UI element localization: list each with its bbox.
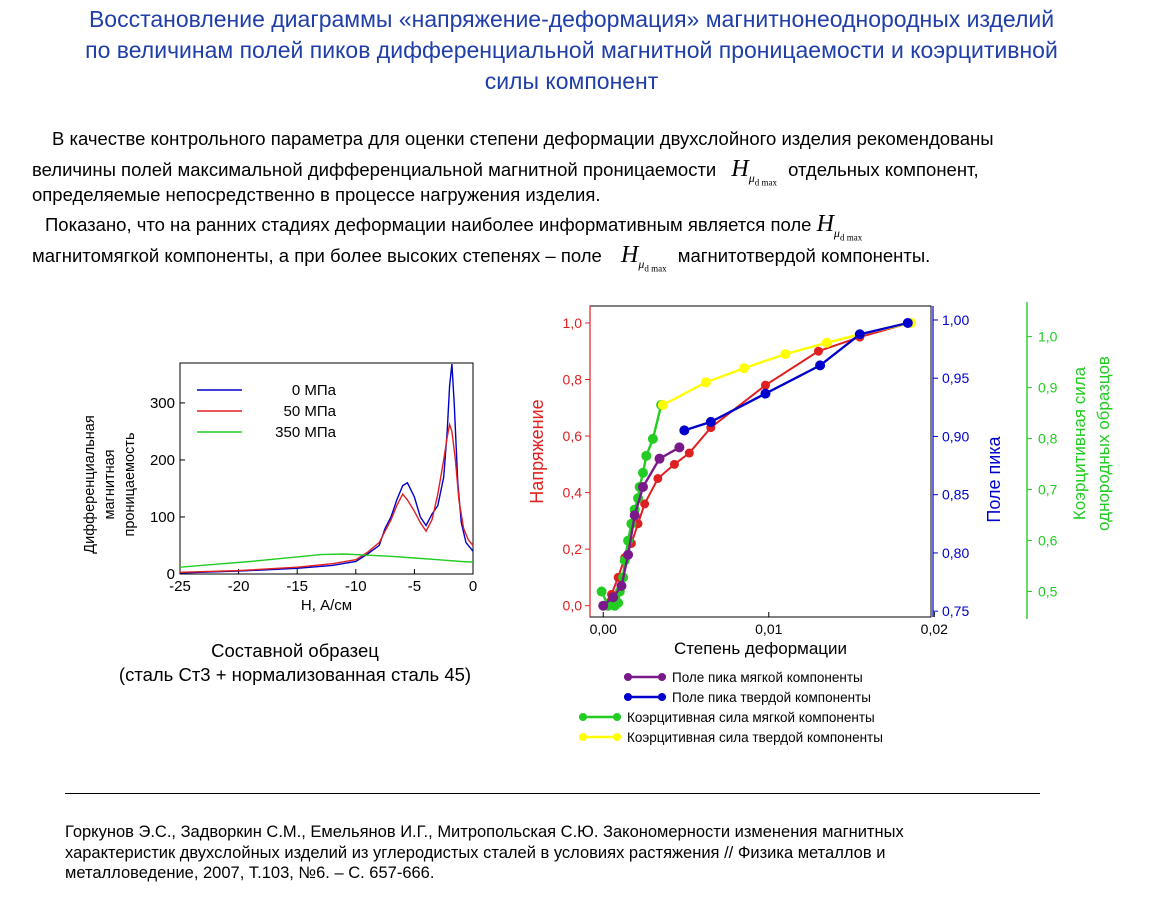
legend-swatch [577,711,623,723]
divider-line [65,793,1040,794]
legend-item [577,667,883,687]
stress-axis-tick-label: 0,0 [562,597,582,614]
series-point [623,550,633,560]
y-tick-label: 100 [149,508,175,526]
paragraph-1-text: величины полей максимальной дифференциальной магнитной проницаемости [32,159,717,180]
peak-field-axis-tick-label: 0,85 [942,486,970,503]
legend-item [577,687,883,707]
formula-h-mu-d-max: $H_{\mu_{d max}}$ [620,242,667,274]
legend-swatch-point [579,733,587,741]
series-point [822,338,832,348]
series-point [598,601,608,611]
paragraph-1-line-3: определяемые непосредственно в процессе нагружения изделия. [32,184,601,205]
stress-curve-point [685,449,694,458]
peak-field-axis-tick-label: 0,75 [942,603,970,620]
series-point [780,349,790,359]
coercive-axis-label-line: однородных образцов [1094,356,1113,531]
figure-caption-line-2: (сталь Ст3 + нормализованная сталь 45) [118,664,472,685]
chart-legend [197,382,337,441]
coercive-axis-tick-label: 0,5 [1038,583,1058,600]
y-tick-label: 300 [149,394,175,412]
stress-axis-tick-label: 0,2 [562,541,582,558]
legend-item [577,707,883,727]
coercive-axis-tick-label: 0,9 [1038,379,1058,396]
slide-title [10,4,1133,97]
x-tick-label: 0,00 [589,621,617,637]
stress-curve-point [670,460,679,469]
stress-axis-tick-label: 0,8 [562,371,582,388]
series-point [739,363,749,373]
reference-line: Горкунов Э.С., Задворкин С.М., Емельянов И.Г., Митропольская С.Ю. Закономерности изменения магнитных [65,823,904,841]
formula-h-mu-d-max: $H_{\mu_{d max}}$ [816,211,863,243]
series-point [674,442,684,452]
coercive-axis-label-line: Коэрцитивная сила [1070,366,1089,521]
reference-line: металловедение, 2007, Т.103, №6. – С. 657-666. [65,864,435,882]
peak-field-axis-tick-label: 1,00 [942,311,970,328]
coercive-axis-tick-label: 0,6 [1038,532,1058,549]
x-axis-label: Степень деформации [673,639,848,658]
legend-swatch [622,691,668,703]
formula-h-mu-d-max: $H_{\mu_{d max}}$ [731,156,778,188]
x-tick-label: -10 [344,578,367,595]
x-tick-label: -25 [169,578,191,595]
series-point [815,360,825,370]
series-line-50-МПа [180,425,473,573]
x-tick-label: 0 [468,578,478,595]
y-tick-label: 200 [149,451,175,469]
legend-label: Коэрцитивная сила мягкой компоненты [627,709,875,725]
series-point [855,329,865,339]
stress-curve-point [761,381,770,390]
series-point [760,389,770,399]
stress-strain-chart [527,298,1130,658]
legend-swatch [577,731,623,743]
stress-axis-label: Напряжение [527,399,547,504]
chart-series [597,318,917,611]
chart-2-legend [577,667,883,747]
x-tick-label: -15 [286,578,309,595]
chart-axes [150,363,477,614]
series-point [903,318,913,328]
series-point [641,451,651,461]
paragraph-2-line-2 [32,243,1132,281]
plot-frame [590,306,931,617]
y-axis-label-line: магнитная [102,449,118,520]
title-line: Восстановление диаграммы «напряжение-деформация» магнитнонеоднородных изделий [88,6,1055,32]
coercive-axis-tick-label: 0,8 [1038,430,1058,447]
legend-swatch [622,671,668,683]
x-tick-label: 0,01 [755,621,783,637]
series-point [648,434,658,444]
series-point [616,581,626,591]
peak-field-axis-tick-label: 0,80 [942,544,970,561]
paragraph-1-text: отдельных компонент, [788,159,979,180]
x-tick-label: -20 [227,578,250,595]
y-axis-label-line: Дифференциальная [82,415,98,554]
y-axis-label-line: проницаемость [122,432,138,537]
legend-swatch-point [658,673,666,681]
paragraph-2-text: магнитомягкой компоненты, а при более высоких степенях – поле [32,245,602,266]
coercive-axis-tick-label: 1,0 [1038,328,1058,345]
series-point [679,425,689,435]
legend-swatch-point [613,713,621,721]
legend-swatch-point [613,733,621,741]
stress-axis-tick-label: 0,6 [562,428,582,445]
x-axis-label: H, А/см [300,597,353,614]
legend-label: Поле пика твердой компоненты [672,689,871,705]
peak-field-axis-tick-label: 0,95 [942,370,970,387]
series-point [706,417,716,427]
series-point [701,377,711,387]
legend-label: Поле пика мягкой компоненты [672,669,863,685]
legend-swatch-point [579,713,587,721]
permeability-chart [70,345,550,625]
peak-field-axis-tick-label: 0,90 [942,428,970,445]
legend-swatch-point [658,693,666,701]
legend-swatch-point [624,673,632,681]
legend-item [577,727,883,747]
series-point [630,510,640,520]
series-point [655,454,665,464]
series-point [638,468,648,478]
y-axis-label [82,415,138,553]
stress-curve-point [653,474,662,483]
paragraph-2-text: магнитотвердой компоненты. [677,245,931,266]
reference-line: характеристик двухслойных изделий из углеродистых сталей в условиях растяжения // Физика металлов и [65,843,886,862]
legend-label: 50 МПа [283,403,336,420]
reference [65,822,1065,884]
y-tick-label: 0 [166,566,175,583]
series-line [663,323,911,405]
title-line: силы компонент [484,68,659,94]
series-point [608,592,618,602]
coercive-axis-tick-label: 0,7 [1038,481,1058,498]
stress-curve-point [814,347,823,356]
peak-field-axis-label: Поле пика [984,436,1004,523]
stress-axis-tick-label: 0,4 [562,484,582,501]
figure-caption-line-1: Составной образец [211,640,379,661]
stress-axis-tick-label: 1,0 [562,314,582,331]
series-point [658,400,668,410]
legend-label: 0 МПа [291,382,336,399]
legend-swatch-point [624,693,632,701]
legend-label: Коэрцитивная сила твердой компоненты [627,729,883,745]
x-tick-label: -5 [407,578,422,595]
legend-label: 350 МПа [275,424,336,441]
paragraph-1-line-1: В качестве контрольного параметра для оценки степени деформации двухслойного изделия рекомендованы [52,128,994,149]
title-line: по величинам полей пиков дифференциальной магнитной проницаемости и коэрцитивной [85,37,1058,63]
x-tick-label: 0,02 [920,621,948,637]
series-point [638,482,648,492]
series-point [597,587,607,597]
stress-curve-line [603,323,909,606]
paragraph-2-text: Показано, что на ранних стадиях деформации наиболее информативным является поле [45,214,812,235]
